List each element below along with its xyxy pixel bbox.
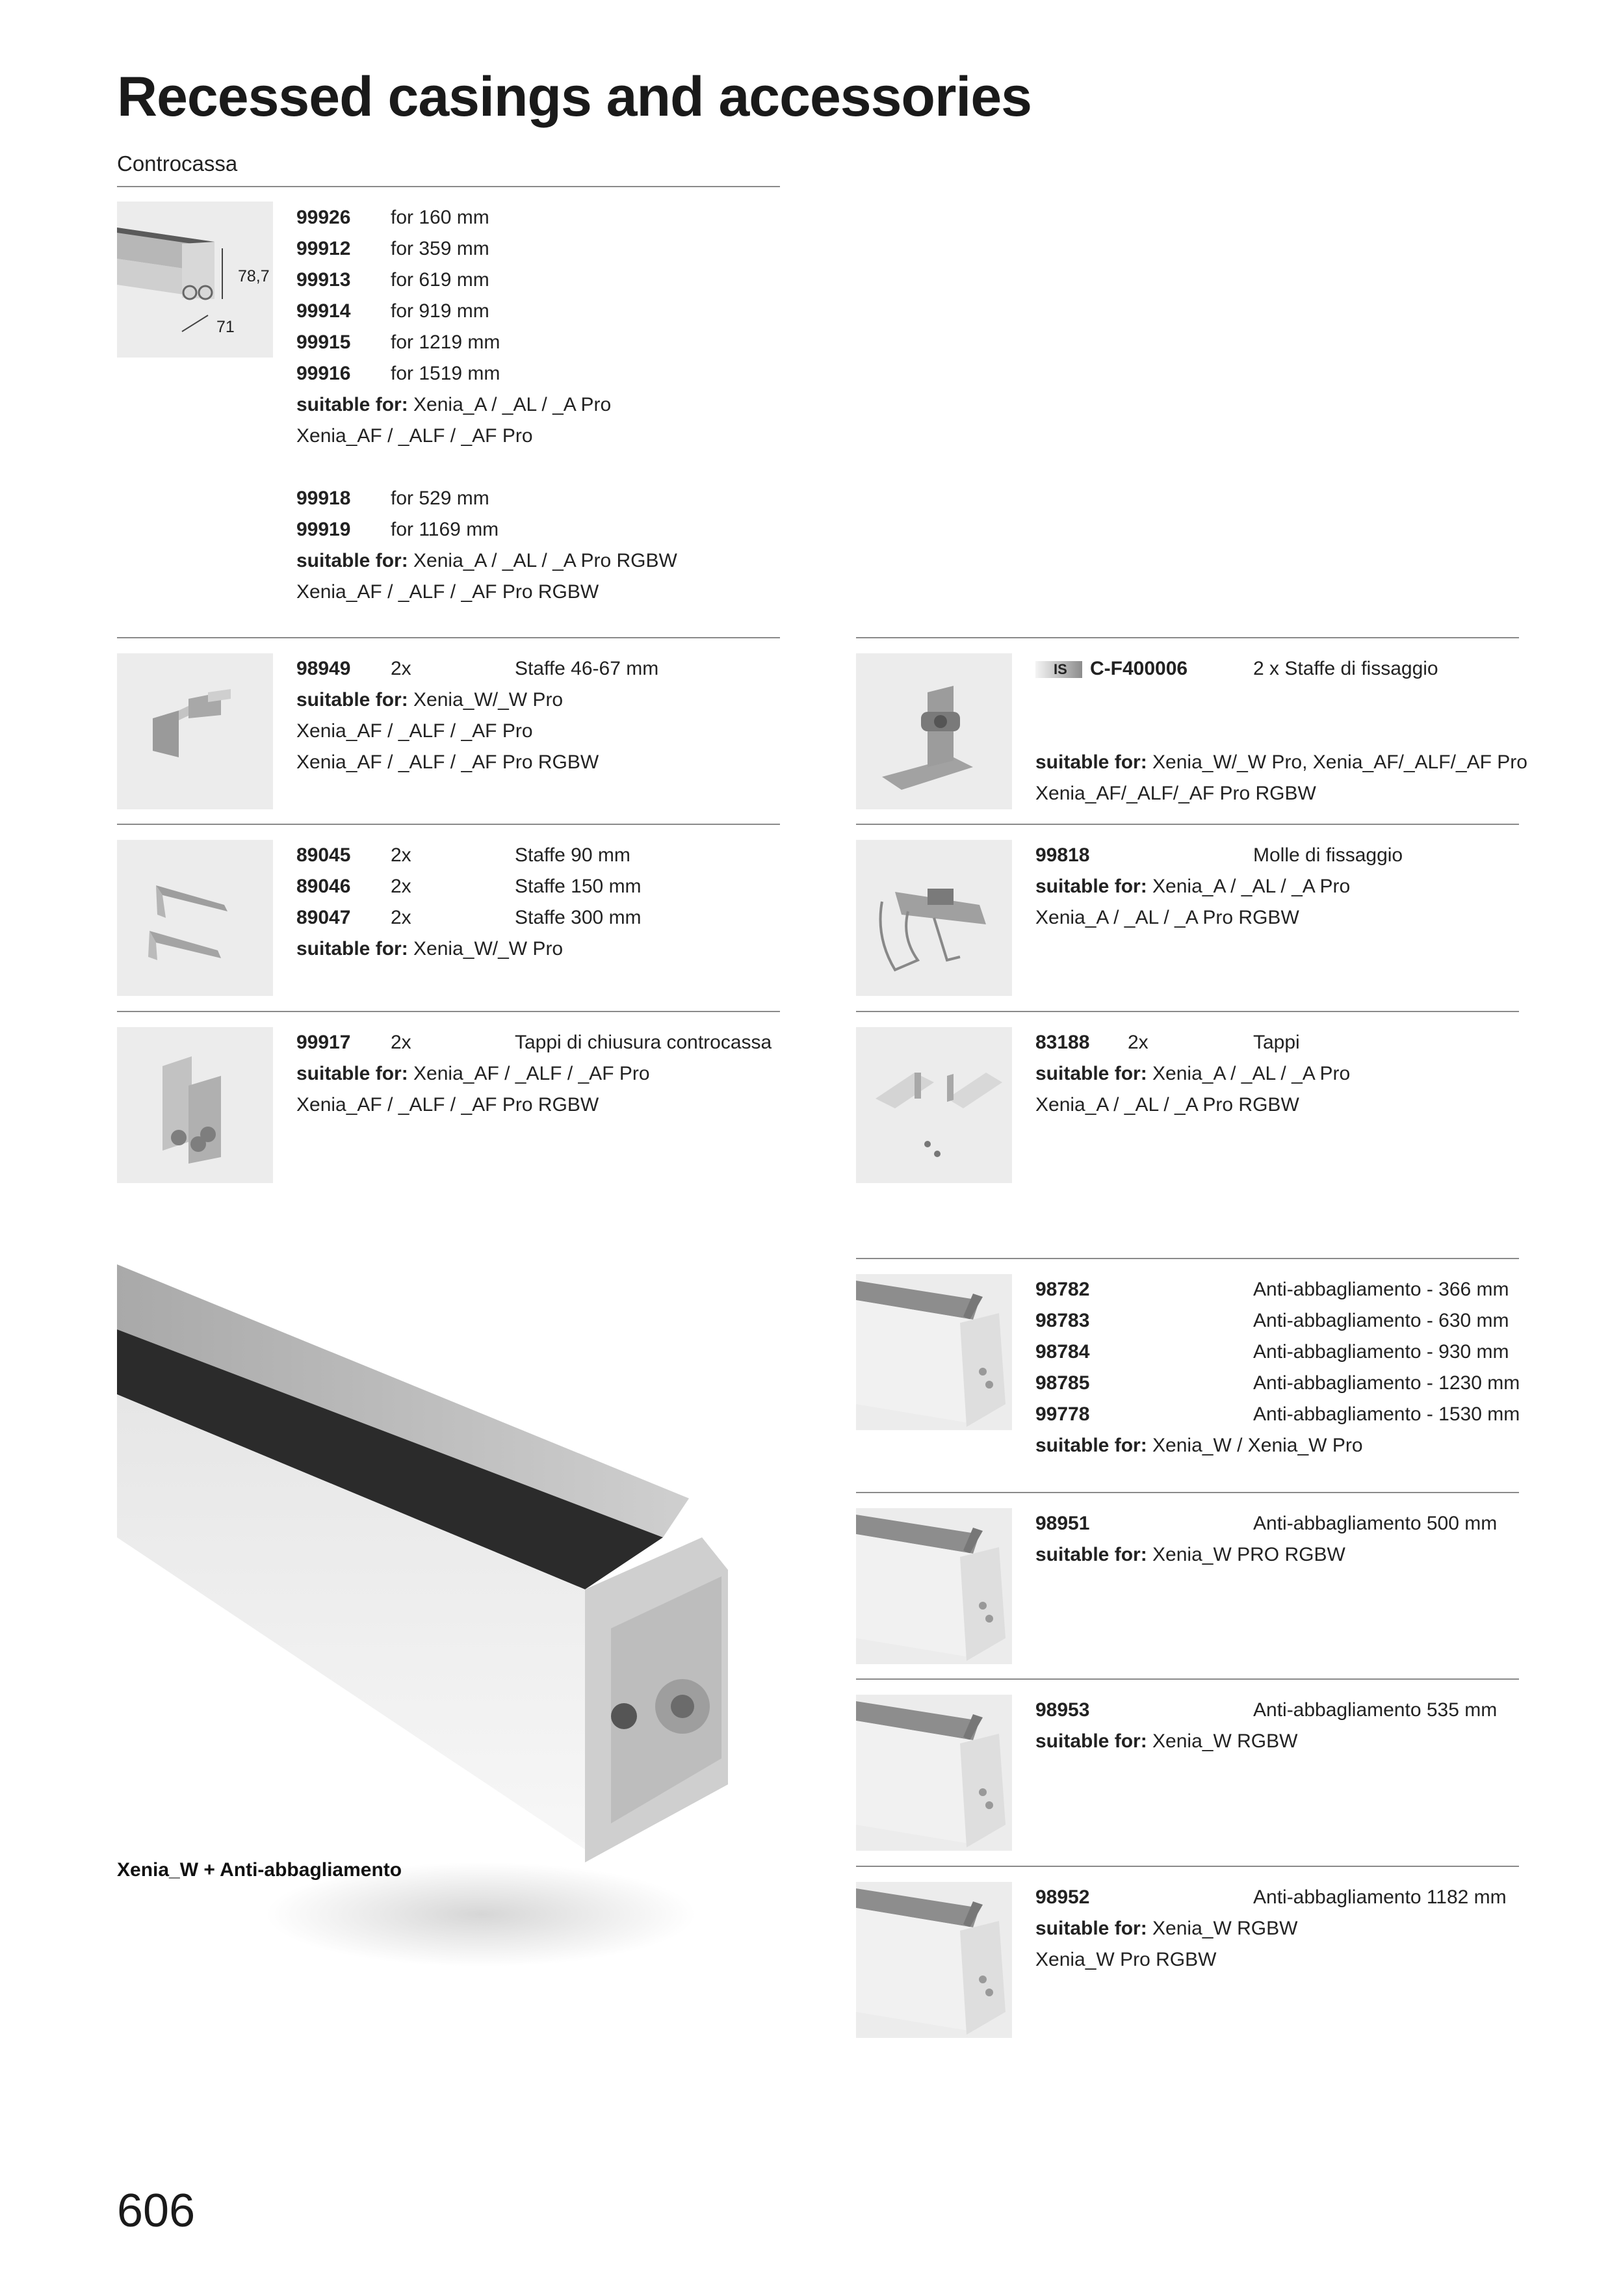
divider [117,824,780,825]
product-code: 99926 [296,207,351,228]
divider [117,637,780,638]
product-code: 98784 [1035,1341,1090,1363]
anti-glare-image [856,1882,1012,2038]
product-desc: Tappi [1253,1032,1300,1053]
suitable-value: Xenia_W RGBW [1152,1918,1298,1939]
divider [117,1011,780,1012]
product-code: 99919 [296,519,351,540]
suitable-value: Xenia_AF / _ALF / _AF Pro [296,720,533,742]
divider [856,1492,1519,1493]
product-length: for 1219 mm [391,332,500,353]
product-block-99818 [1035,840,1516,933]
suitable-label: suitable for: [296,550,408,571]
product-qty: 2x [391,658,411,679]
suitable-label: suitable for: [1035,1918,1147,1939]
anti-glare-image [856,1508,1012,1664]
certification-badge: IS [1035,661,1082,678]
product-length: for 619 mm [391,269,489,291]
anti-glare-image [856,1274,1012,1430]
divider [856,637,1519,638]
suitable-label: suitable for: [1035,876,1147,897]
product-qty: 2x [391,907,411,928]
product-desc: Staffe 90 mm [515,844,630,866]
product-code: 89046 [296,876,351,897]
suitable-row [296,577,599,608]
product-desc: Molle di fissaggio [1253,844,1403,866]
product-block-98949 [296,653,777,778]
product-code: 98952 [1035,1886,1090,1908]
product-desc: Tappi di chiusura controcassa [515,1032,772,1053]
product-code: 99818 [1035,844,1090,866]
product-desc: Anti-abbagliamento 1182 mm [1253,1886,1507,1908]
dimension-height: 78,7 [238,267,270,285]
product-length: for 1519 mm [391,363,500,384]
fixing-bracket-image [856,653,1012,809]
product-code: 99915 [296,332,351,353]
product-code: 98785 [1035,1372,1090,1394]
divider [117,186,780,187]
product-desc: Anti-abbagliamento 500 mm [1253,1513,1498,1534]
suitable-value: Xenia_W Pro RGBW [1035,1949,1217,1970]
suitable-label: suitable for: [1035,1063,1147,1084]
product-desc: Anti-abbagliamento - 1230 mm [1253,1372,1520,1394]
suitable-row [296,421,533,452]
product-code: 98783 [1035,1310,1090,1331]
divider [856,1258,1519,1259]
divider [856,1678,1519,1680]
product-block-99917 [296,1027,777,1121]
suitable-value: Xenia_AF / _ALF / _AF Pro [296,425,533,447]
dimension-width: 71 [216,318,235,336]
image-caption: Xenia_W + Anti-abbagliamento [117,1859,402,1881]
suitable-value: Xenia_A / _AL / _A Pro RGBW [1035,1094,1299,1115]
product-block-83188 [1035,1027,1516,1121]
product-code: 89047 [296,907,351,928]
product-code: 99913 [296,269,351,291]
product-block-cf400006 [1035,653,1527,809]
suitable-row [296,389,611,421]
suitable-value: Xenia_AF / _ALF / _AF Pro [413,1063,650,1084]
product-code: 98949 [296,658,351,679]
divider [856,1866,1519,1867]
product-length: for 529 mm [391,488,489,509]
page-subtitle: Controcassa [117,151,238,176]
end-cap-image [117,1027,273,1183]
suitable-label: suitable for: [296,1063,408,1084]
product-length: for 160 mm [391,207,489,228]
suitable-value: Xenia_A / _AL / _A Pro RGBW [1035,907,1299,928]
divider [856,824,1519,825]
product-length: for 1169 mm [391,519,499,540]
product-code: 89045 [296,844,351,866]
product-block-98953 [1035,1695,1516,1757]
suitable-value: Xenia_AF / _ALF / _AF Pro RGBW [296,581,599,603]
suitable-label: suitable for: [296,689,408,711]
suitable-value: Xenia_AF / _ALF / _AF Pro RGBW [296,751,599,773]
product-desc: Anti-abbagliamento 535 mm [1253,1699,1498,1721]
product-code: 99918 [296,488,351,509]
suitable-label: suitable for: [1035,1730,1147,1752]
suitable-value: Xenia_A / _AL / _A Pro RGBW [413,550,677,571]
product-code: 99912 [296,238,351,259]
suitable-label: suitable for: [1035,1544,1147,1565]
spring-clip-image [856,840,1012,996]
suitable-label: suitable for: [296,938,408,959]
product-desc: Staffe 46-67 mm [515,658,659,679]
suitable-value: Xenia_W RGBW [1152,1730,1298,1752]
page-title: Recessed casings and accessories [117,66,1032,128]
product-desc: Anti-abbagliamento - 366 mm [1253,1279,1509,1300]
anti-glare-image [856,1695,1012,1851]
long-bracket-image [117,840,273,996]
caps-image [856,1027,1012,1183]
suitable-row [296,545,677,577]
product-code: 99916 [296,363,351,384]
product-length: for 359 mm [391,238,489,259]
product-block-98951 [1035,1508,1516,1571]
product-code: 98951 [1035,1513,1090,1534]
divider [856,1011,1519,1012]
product-desc: Staffe 150 mm [515,876,642,897]
product-qty: 2x [391,1032,411,1053]
suitable-value: Xenia_AF/_ALF/_AF Pro RGBW [1035,783,1316,804]
suitable-label: suitable for: [1035,1435,1147,1456]
suitable-value: Xenia_W / Xenia_W Pro [1152,1435,1363,1456]
product-desc: Anti-abbagliamento - 1530 mm [1253,1403,1520,1425]
product-code: C-F400006 [1090,658,1188,679]
suitable-value: Xenia_W/_W Pro, Xenia_AF/_ALF/_AF Pro [1152,751,1527,773]
suitable-value: Xenia_A / _AL / _A Pro [413,394,612,415]
suitable-label: suitable for: [296,394,408,415]
casing-spec-list [296,202,777,608]
product-code: 83188 [1035,1032,1090,1053]
product-code: 98953 [1035,1699,1090,1721]
product-code: 99778 [1035,1403,1090,1425]
product-qty: 2x [391,844,411,866]
suitable-value: Xenia_A / _AL / _A Pro [1152,876,1351,897]
suitable-label: suitable for: [1035,751,1147,773]
product-length: for 919 mm [391,300,489,322]
suitable-value: Xenia_AF / _ALF / _AF Pro RGBW [296,1094,599,1115]
suitable-value: Xenia_W/_W Pro [413,689,564,711]
product-block-98952 [1035,1882,1516,1976]
product-code: 99917 [296,1032,351,1053]
page-number: 606 [117,2185,196,2237]
product-code: 99914 [296,300,351,322]
product-block-98782 [1035,1274,1520,1461]
product-block-89045 [296,840,777,965]
suitable-value: Xenia_W PRO RGBW [1152,1544,1345,1565]
product-desc: 2 x Staffe di fissaggio [1253,658,1438,679]
bracket-image [117,653,273,809]
suitable-value: Xenia_A / _AL / _A Pro [1152,1063,1351,1084]
product-desc: Staffe 300 mm [515,907,642,928]
product-qty: 2x [391,876,411,897]
suitable-value: Xenia_W/_W Pro [413,938,564,959]
product-desc: Anti-abbagliamento - 630 mm [1253,1310,1509,1331]
product-code: 98782 [1035,1279,1090,1300]
product-desc: Anti-abbagliamento - 930 mm [1253,1341,1509,1363]
product-qty: 2x [1128,1032,1149,1053]
